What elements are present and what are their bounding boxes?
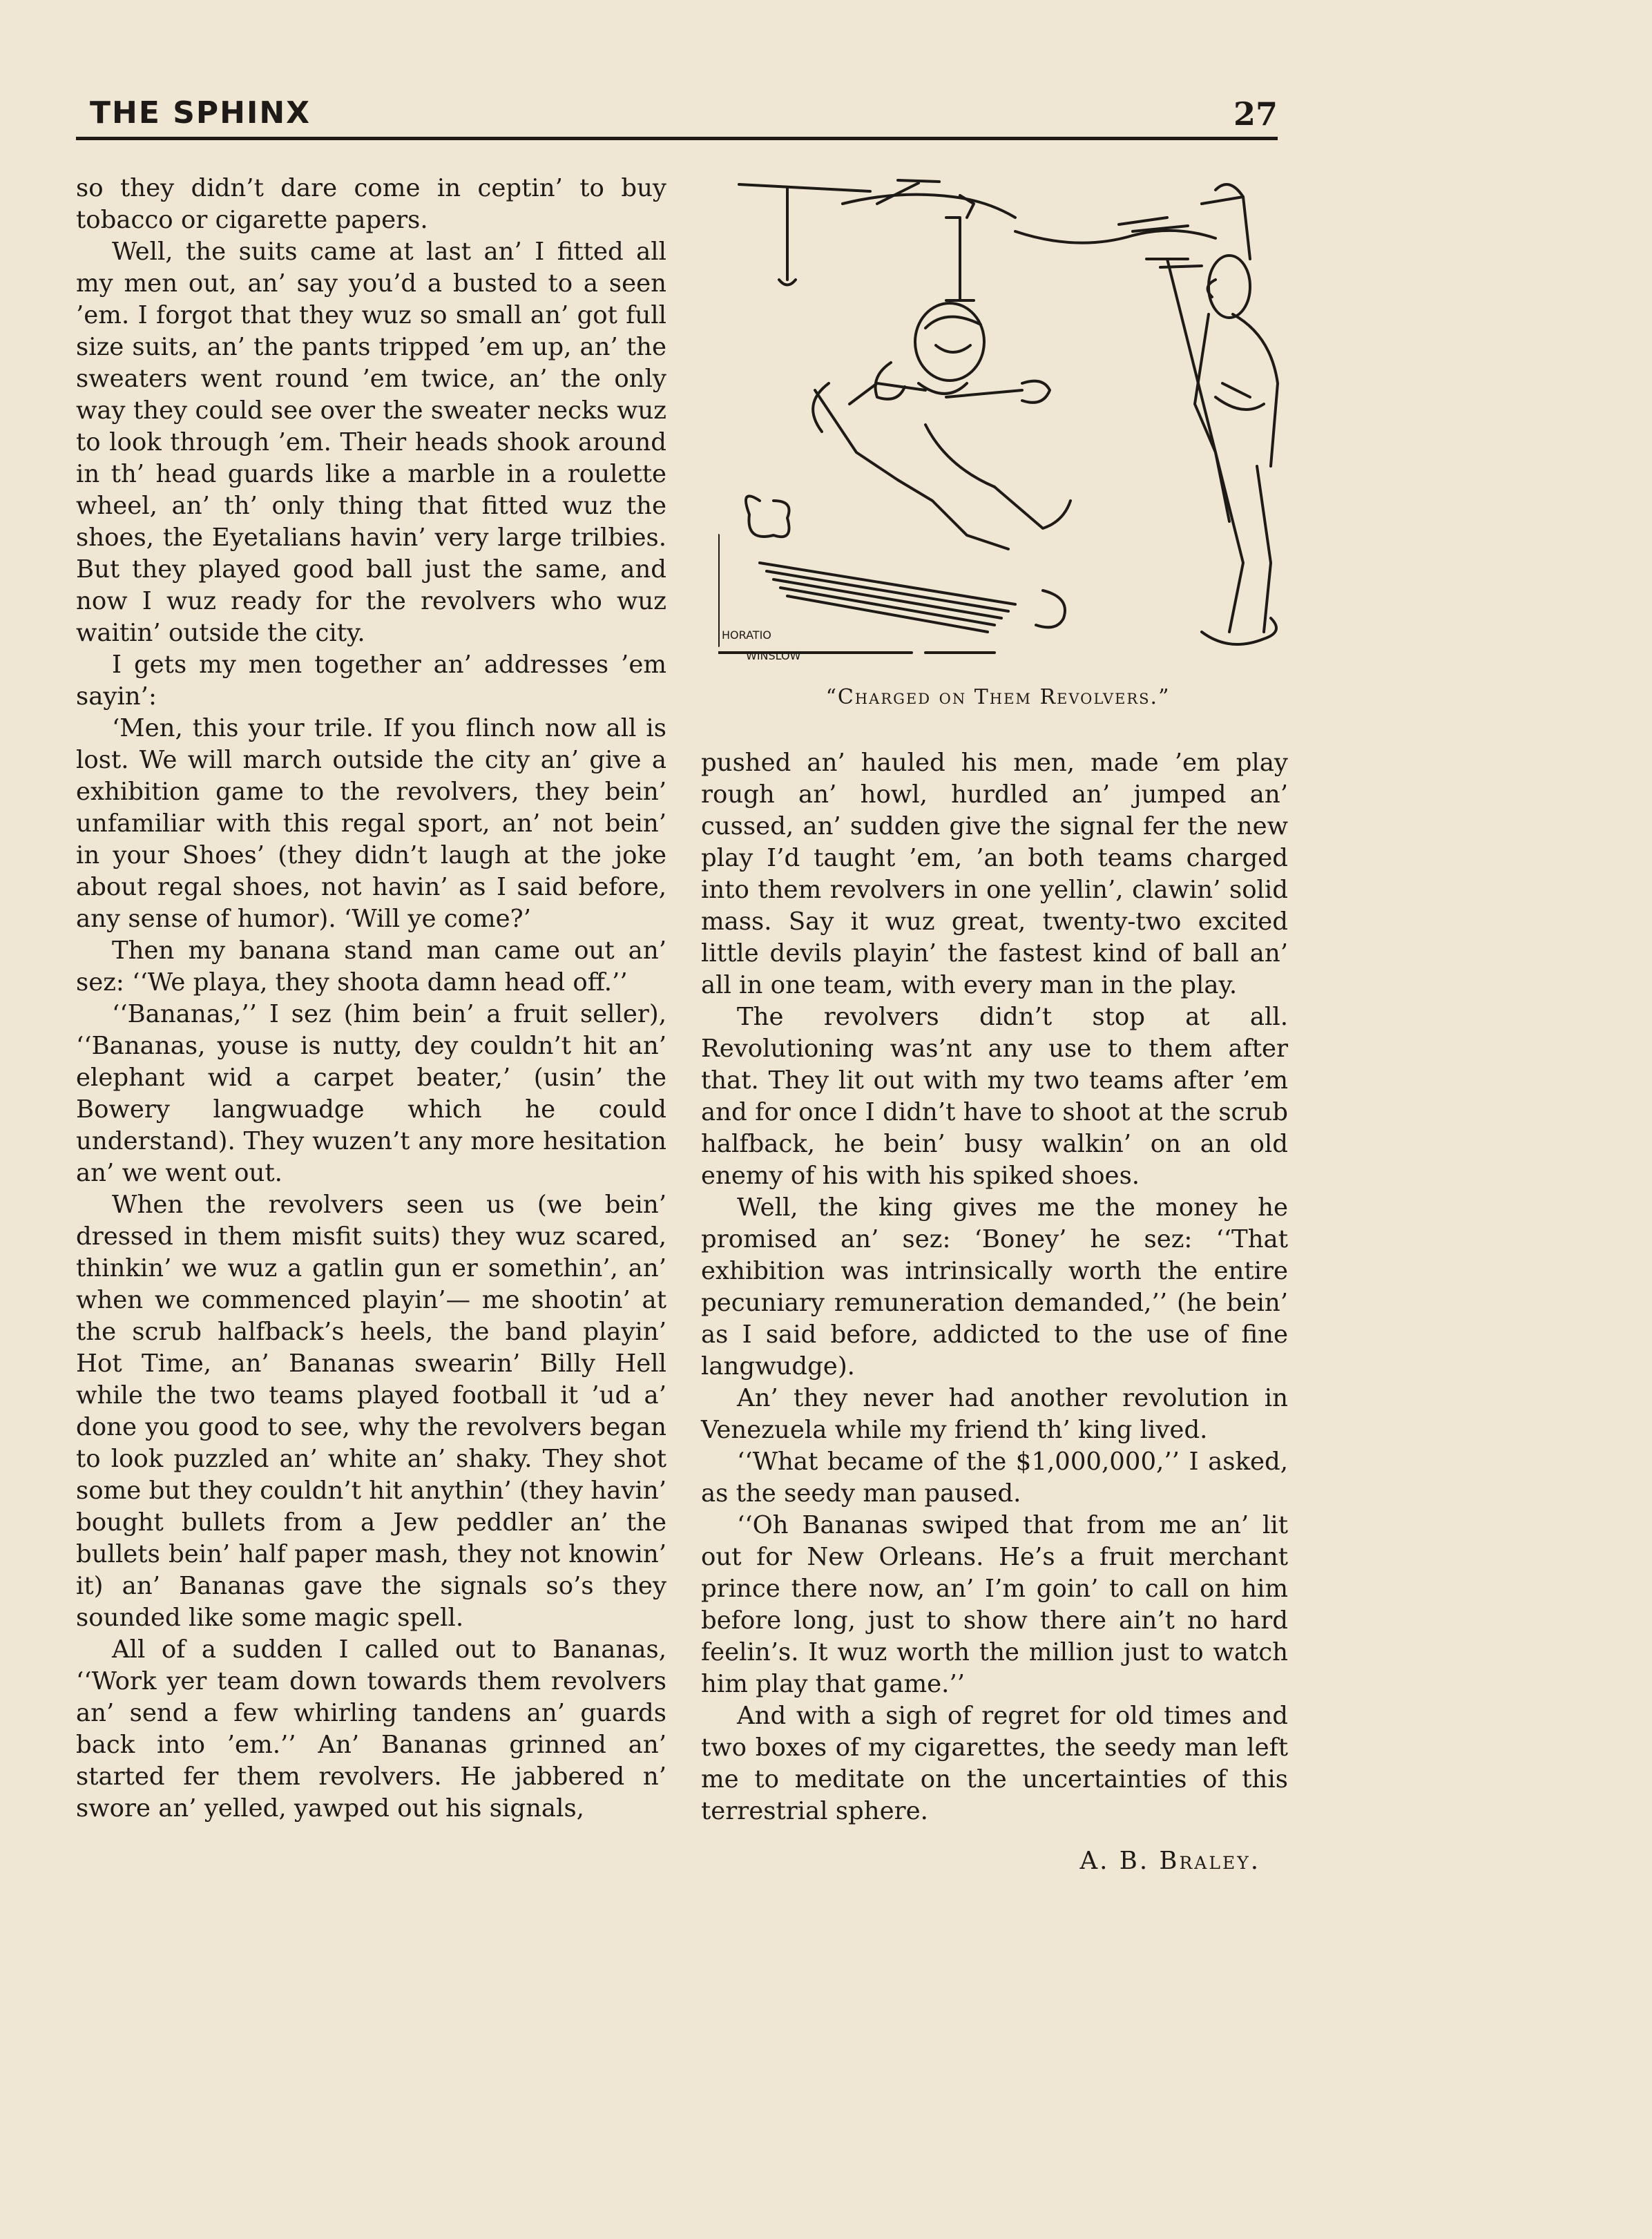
paragraph: Well, the suits came at last an’ I fitted all my men out, an’ say you’d a busted to a seen ’em. I forgot that they wuz so small an’ got full size suits, an’ the pants tripped ’em up, an’ the sweaters went round ’em twice, an’ the only way they could see over the sweater necks wuz to look through ’em. Their heads shook around in th’ head guards like a marble in a roulette wheel, an’ th’ only thing that fitted wuz the shoes, the Eyetalians havin’ very large trilbies. But they played good ball just the same, and now I wuz ready for the revolvers who wuz waitin’ outside the city. <box>76 238 666 647</box>
paragraph: ‘Men, this your trile. If you flinch now all is lost. We will march outside the city an’ give a exhibition game to the revolvers, they bein’ unfamiliar with this regal sport, an’ not bein’ in your Shoes’ (they didn’t laugh at the joke about regal shoes, not havin’ as I said before, any sense of humor). ‘Will ye come?’ <box>76 714 666 933</box>
paragraph: All of a sudden I called out to Bananas, ‘‘Work yer team down towards them revolvers an’ send a few whirling tandens an’ guards back into ’em.’’ An’ Bananas grinned an’ started fer them revolvers. He jabbered n’ swore an’ yelled, yawped out his signals, <box>76 1635 666 1823</box>
left-column <box>76 173 666 1825</box>
paragraph: ‘‘What became of the $1,000,000,’’ I asked, as the seedy man paused. <box>701 1448 1288 1508</box>
right-column <box>701 747 1288 1877</box>
magazine-title: THE SPHINX <box>90 95 311 131</box>
illustration-caption: “Charged on Them Revolvers.” <box>825 685 1171 709</box>
illustration <box>718 176 1285 673</box>
paragraph: The revolvers didn’t stop at all. Revolutioning was’nt any use to them after that. They lit out with my two teams after ’em and for once I didn’t have to shoot at the scrub halfback, he bein’ busy walkin’ on an old enemy of his with his spiked shoes. <box>701 1003 1288 1190</box>
paragraph: When the revolvers seen us (we bein’ dressed in them misfit suits) they wuz scared, thinkin’ we wuz a gatlin gun er somethin’, an’ when we commenced playin’— me shootin’ at the scrub halfback’s heels, the band playin’ Hot Time, an’ Bananas swearin’ Billy Hell while the two teams played football it ’ud a’ done you good to see, why the revolvers began to look puzzled an’ white an’ shaky. They shot some but they couldn’t hit anythin’ (they havin’ bought bullets from a Jew peddler an’ the bullets bein’ half paper mash, they not knowin’ it) an’ Bananas gave the signals so’s they sounded like some magic spell. <box>76 1191 666 1632</box>
paragraph: And with a sigh of regret for old times and two boxes of my cigarettes, the seedy man left me to meditate on the uncertainties of this terrestrial sphere. <box>701 1702 1288 1825</box>
paragraph: pushed an’ hauled his men, made ’em play rough an’ howl, hurdled an’ jumped an’ cussed, an’ sudden give the signal fer the new play I’d taught ’em, ’an both teams charged into them revolvers in one yellin’, clawin’ solid mass. Say it wuz great, twenty-two excited little devils playin’ the fastest kind of ball an’ all in one team, with every man in the play. <box>701 749 1288 999</box>
paragraph: ‘‘Bananas,’’ I sez (him bein’ a fruit seller), ‘‘Bananas, youse is nutty, dey couldn’t hit an’ elephant wid a carpet beater,’ (usin’ the Bowery langwuadge which he could understand). They wuzen’t any more hesitation an’ we went out. <box>76 1000 666 1187</box>
running-header <box>76 95 1278 140</box>
author-signature: A. B. Braley. <box>1079 1847 1260 1875</box>
page-number: 27 <box>1233 95 1278 133</box>
artist-signature-line2: WINSLOW <box>746 649 801 662</box>
cartoon-drawing <box>718 176 1285 673</box>
paragraph: I gets my men together an’ addresses ’em sayin’: <box>76 651 666 711</box>
paragraph: so they didn’t dare come in ceptin’ to buy tobacco or cigarette papers. <box>76 174 666 234</box>
paragraph: Then my banana stand man came out an’ sez: ‘‘We playa, they shoota damn head off.’’ <box>76 936 666 997</box>
paragraph: ‘‘Oh Bananas swiped that from me an’ lit out for New Orleans. He’s a fruit merchant prince there now, an’ I’m goin’ to call on him before long, just to show there ain’t no hard feelin’s. It wuz worth the million just to watch him play that game.’’ <box>701 1511 1288 1698</box>
paragraph: Well, the king gives me the money he promised an’ sez: ‘Boney’ he sez: ‘‘That exhibition was intrinsically worth the entire pecuniary remuneration demanded,’’ (he bein’ as I said before, addicted to the use of fine langwudge). <box>701 1193 1288 1381</box>
paragraph: An’ they never had another revolution in Venezuela while my friend th’ king lived. <box>701 1384 1288 1444</box>
artist-signature-line1: HORATIO <box>722 628 771 642</box>
